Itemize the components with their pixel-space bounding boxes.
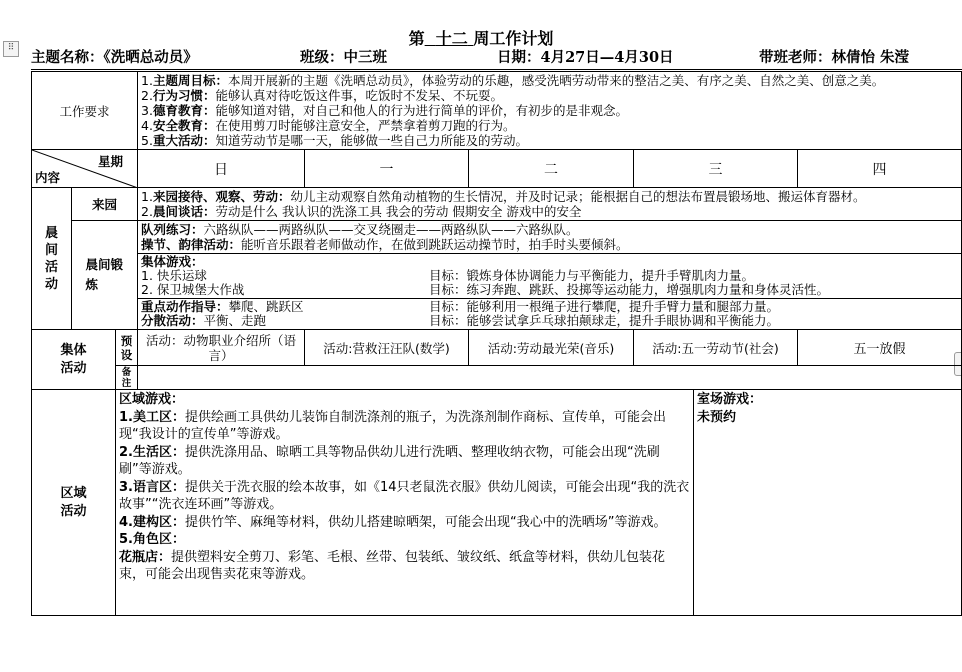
morning-exercise-row — [32, 221, 962, 254]
key-and-split-activities — [138, 299, 961, 329]
queue-rhythm-content — [138, 221, 962, 254]
arrival-content — [138, 188, 962, 221]
rhythm-activity: 操节、韵律活动：能听音乐跟着老师做动作，在做到跳跃运动操节时，拍手时头要倾斜。 — [141, 237, 629, 252]
group-game-item: 2. 保卫城堡大作战 目标：练习奔跑、跳跃、投掷等运动能力，增强肌肉力量和身体灵活性。 — [141, 282, 830, 297]
area-games-head: 区域游戏： — [119, 392, 185, 407]
morning-exercise-label: 晨间锻炼 — [72, 221, 138, 330]
content-label: 内容 — [35, 170, 61, 185]
collective-activity-label: 集体活动 — [32, 330, 116, 390]
key-action: 重点动作指导：攀爬、跳跃区 目标：能够利用一根绳子进行攀爬，提升手臂力量和腿部力量。 — [141, 299, 780, 314]
morning-arrival-row — [32, 188, 962, 221]
area-item: 4.建构区：提供竹竿、麻绳等材料，供幼儿搭建晾晒架，可能会出现“我心中的洗晒场”等游戏。 — [119, 514, 667, 530]
day-monday: 一 — [305, 150, 469, 188]
arrival-label: 来园 — [72, 188, 138, 221]
day-tuesday: 二 — [469, 150, 634, 188]
morning-games-row — [32, 254, 962, 330]
area-activity-row — [32, 390, 962, 616]
theme-name: 主题名称：《洗晒总动员》 — [31, 49, 198, 66]
day-header-row — [32, 150, 962, 188]
activity-sunday: 活动：动物职业介绍所（语言） — [138, 330, 305, 366]
group-games-head: 集体游戏： — [141, 254, 204, 269]
outdoor-games — [694, 390, 961, 615]
area-item: 1.美工区：提供绘画工具供幼儿装饰自制洗涤剂的瓶子，为洗涤剂制作商标、宣传单，可能会出现“我设计的宣传单”等游戏。 — [119, 409, 666, 442]
arrival-item: 1.来园接待、观察、劳动：幼儿主动观察自然角动植物的生长情况，并及时记录；能根据自己的想法布置晨锻场地、搬运体育器材。 — [141, 189, 866, 204]
outdoor-games-head: 室场游戏： — [697, 392, 763, 407]
area-item: 花瓶店：提供塑料安全剪刀、彩笔、毛根、丝带、包装纸、皱纹纸、纸盒等材料，供幼儿包装花束，可能会出现售卖花束等游戏。 — [119, 549, 666, 582]
note-content — [138, 366, 962, 390]
table-move-handle-icon[interactable]: ⠿ — [3, 41, 19, 57]
collective-note-row — [32, 366, 962, 390]
requirement-item: 5.重大活动：知道劳动节是哪一天，能够做一些自己力所能及的劳动。 — [141, 133, 528, 148]
split-activity: 分散活动：平衡、走跑 目标：能够尝试拿乒乓球拍颠球走，提升手眼协调和平衡能力。 — [141, 313, 780, 328]
day-sunday: 日 — [138, 150, 305, 188]
teacher-names: 带班老师：林倩怡 朱滢 — [759, 49, 910, 66]
games-content — [138, 254, 962, 330]
activity-monday: 活动:营救汪汪队(数学) — [305, 330, 469, 366]
area-games — [116, 390, 694, 615]
note-label: 备注 — [116, 366, 138, 390]
area-activity-label: 区域活动 — [32, 390, 116, 616]
group-game-item: 1. 快乐运球 目标：锻炼身体协调能力与平衡能力，提升手臂肌肉力量。 — [141, 268, 755, 283]
day-thursday: 四 — [798, 150, 962, 188]
queue-practice: 队列练习：六路纵队——两路纵队——交叉绕圈走——两路纵队——六路纵队。 — [141, 222, 579, 237]
area-item: 5.角色区： — [119, 532, 185, 547]
requirement-item: 3.德育教育：能够知道对错，对自己和他人的行为进行简单的评价，有初步的是非观念。 — [141, 103, 628, 118]
week-label: 星期 — [98, 154, 124, 169]
area-item: 3.语言区：提供关于洗衣服的绘本故事，如《14只老鼠洗衣服》供幼儿阅读，可能会出现“我的洗衣故事”“洗衣连环画”等游戏。 — [119, 479, 690, 512]
title-prefix: 第 — [408, 29, 425, 48]
area-item: 2.生活区：提供洗涤用品、晾晒工具等物品供幼儿进行洗晒、整理收纳衣物，可能会出现“洗刷刷”等游戏。 — [119, 444, 660, 477]
outdoor-games-status: 未预约 — [697, 409, 737, 425]
title-suffix: 周工作计划 — [473, 29, 554, 48]
requirement-item: 2.行为习惯：能够认真对待吃饭这件事，吃饭时不发呆、不玩耍。 — [141, 88, 503, 103]
week-content-header — [32, 150, 138, 188]
title-week-number: 十二 — [435, 29, 468, 48]
preset-label: 预设 — [116, 330, 138, 366]
activity-tuesday: 活动:劳动最光荣(音乐) — [469, 330, 634, 366]
activity-thursday: 五一放假 — [798, 330, 962, 366]
group-games — [138, 254, 961, 299]
arrival-item: 2.晨间谈话：劳动是什么 我认识的洗涤工具 我会的劳动 假期安全 游戏中的安全 — [141, 204, 582, 219]
day-wednesday: 三 — [634, 150, 798, 188]
requirement-item: 4.安全教育：在使用剪刀时能够注意安全，严禁拿着剪刀跑的行为。 — [141, 118, 516, 133]
class-name: 班级：中三班 — [300, 49, 387, 66]
collective-preset-row — [32, 330, 962, 366]
date-range: 日期：4月27日—4月30日 — [497, 49, 674, 66]
activity-wednesday: 活动:五一劳动节(社会) — [634, 330, 798, 366]
requirements-label: 工作要求 — [32, 71, 138, 150]
weekly-plan-table — [31, 69, 962, 616]
morning-activity-label: 晨间活动 — [32, 188, 72, 330]
requirements-content — [138, 71, 962, 150]
requirement-item: 1.主题周目标：本周开展新的主题《洗晒总动员》，体验劳动的乐趣，感受洗晒劳动带来的整洁之美、有序之美、自然之美、创意之美。 — [141, 73, 885, 88]
area-content — [116, 390, 962, 616]
requirements-row — [32, 71, 962, 150]
